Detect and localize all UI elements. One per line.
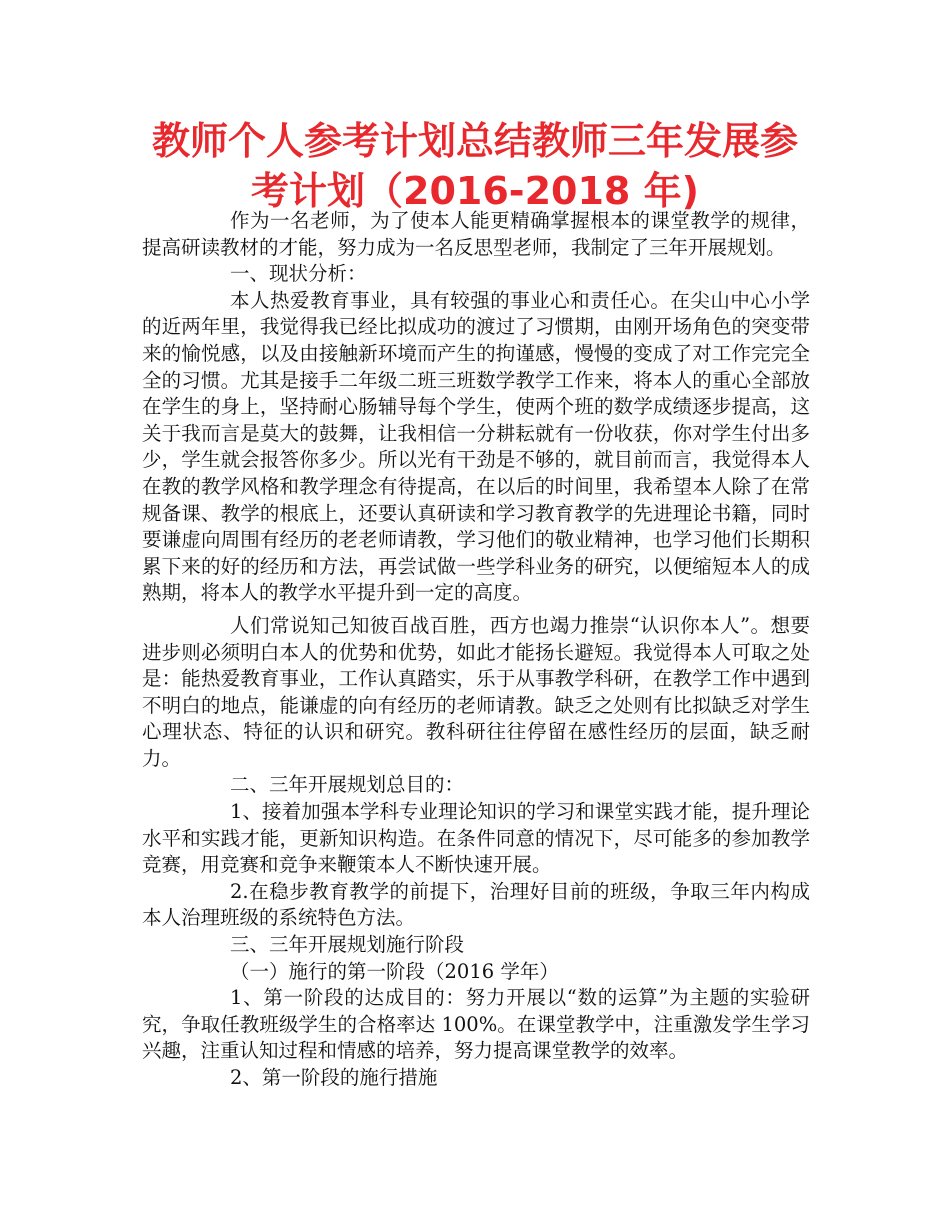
goal-item-2: 2.在稳步教育教学的前提下，治理好目前的班级，争取三年内构成本人治理班级的系统特色方法。 bbox=[142, 879, 810, 930]
section-heading-implementation-stages: 三、三年开展规划施行阶段 bbox=[230, 933, 465, 957]
document-body bbox=[142, 208, 810, 1092]
section-heading-overall-goals: 二、三年开展规划总目的： bbox=[230, 773, 465, 797]
situation-paragraph: 本人热爱教育事业，具有较强的事业心和责任心。在尖山中心小学的近两年里，我觉得我已经比拟成功的渡过了习惯期，由刚开场角色的突变带来的愉悦感，以及由接触新环境而产生的拘谨感，慢慢的变成了对工作完完全全的习惯。尤其是接手二年级二班三班数学教学工作来，将本人的重心全部放在学生的身上，坚持耐心肠辅导每个学生，使两个班的数学成绩逐步提高，这关于我而言是莫大的鼓舞，让我相信一分耕耘就有一份收获，你对学生付出多少，学生就会报答你多少。所以光有干劲是不够的，就目前而言，我觉得本人在教的教学风格和教学理念有待提高，在以后的时间里，我希望本人除了在常规备课、教学的根底上，还要认真研读和学习教育教学的先进理论书籍，同时要谦虚向周围有经历的老老师请教，学习他们的敬业精神，也学习他们长期积累下来的好的经历和方法，再尝试做一些学科业务的研究，以便缩短本人的成熟期，将本人的教学水平提升到一定的高度。 bbox=[142, 288, 810, 605]
self-assessment-paragraph: 人们常说知己知彼百战百胜，西方也竭力推崇“认识你本人”。想要进步则必须明白本人的优势和优势，如此才能扬长避短。我觉得本人可取之处是：能热爱教育事业，工作认真踏实，乐于从事教学科研，在教学工作中遇到不明白的地点，能谦虚的向有经历的老师请教。缺乏之处则有比拟缺乏对学生心理状态、特征的认识和研究。教科研往往停留在感性经历的层面，缺乏耐力。 bbox=[142, 613, 810, 770]
intro-paragraph: 作为一名老师，为了使本人能更精确掌握根本的课堂教学的规律，提高研读教材的才能，努力成为一名反思型老师，我制定了三年开展规划。 bbox=[142, 209, 810, 259]
section-heading-current-situation: 一、现状分析： bbox=[230, 262, 367, 286]
stage-one-heading: （一）施行的第一阶段（2016 学年） bbox=[230, 959, 559, 983]
goal-item-1: 1、接着加强本学科专业理论知识的学习和课堂实践才能，提升理论水平和实践才能，更新知识构造。在条件同意的情况下，尽可能多的参加教学竞赛，用竞赛和竞争来鞭策本人不断快速开展。 bbox=[142, 800, 810, 877]
stage-one-goal-paragraph: 1、第一阶段的达成目的：努力开展以“数的运算”为主题的实验研究，争取任教班级学生的合格率达 100%。在课堂教学中，注重激发学生学习兴趣，注重认知过程和情感的培养，努力提高课堂教学的效率。 bbox=[142, 986, 810, 1063]
stage-one-measures-heading: 2、第一阶段的施行措施 bbox=[230, 1066, 438, 1089]
document-title: 教师个人参考计划总结教师三年发展参考计划（2016-2018 年) bbox=[151, 119, 798, 213]
